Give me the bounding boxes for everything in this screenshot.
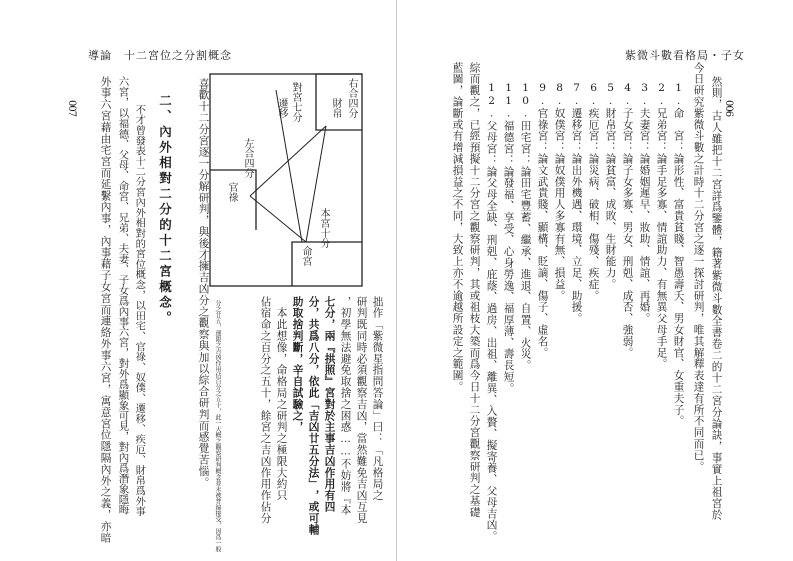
right-page [397, 0, 793, 561]
left-col-12: 六宮，以福德、父母、命宮、兄弟、夫妻、子女爲內事六宮，對外爲顯象可見，對內爲潛象隱晦 [116, 76, 129, 515]
right-col-13: 11.福德宮：論發福、享受、心身勞逸、福厚薄、壽長短。 [502, 82, 515, 394]
right-col-9: 7.遷移宮：論出外機遇、環境、立足、助援。 [570, 82, 583, 325]
left-col-11: 不才曾發表十二分宮內外相對的宮位概念，以田宅、官祿、奴僕、遷移、疾厄、財帛爲外事 [133, 94, 146, 517]
diagram-label-left-join: 左合四分 [242, 138, 253, 178]
diagram-label-self: 本宮十分 [318, 208, 329, 248]
right-page-header: 紫微斗數看格局・子女 [625, 49, 745, 62]
left-col-10: 喜歡十二分宮逐一分解研判，與後才擁吉凶分之觀察與加以綜合研判而感覺苦惱。 [197, 78, 210, 489]
left-col-9: 分之廿五，運限之吉凶作用佔百分之五十，此一大概之觀察研判概念並未被普遍接受，因爲一般 [214, 300, 221, 552]
right-col-12: 10.田宅宮：論田宅豐蓄、繼承、進退、自置、火災。 [519, 82, 532, 372]
left-page-number: 007 [66, 100, 77, 117]
diagram-label-right-join: 右合四分 [346, 78, 357, 118]
diagram-label-career: 官祿 [226, 182, 237, 202]
left-col-8: 佔宿命之百分之五十，餘宮之吉凶作用作佔分 [259, 296, 272, 524]
right-col-15: 綜而觀之，已經預擬十二分宮之觀察研判，其或祖枝大築而爲今日十二分宮觀察研判之基礎 [468, 62, 481, 518]
left-col-4: 七分，兩『拱照』宮對於主事吉凶作用有四 [323, 296, 336, 513]
right-col-14: 12.父母宮：論父母全缺、刑剋、庇蔭、過房、出祖、離異、入贅、擬寄養、父母吉凶。 [485, 82, 498, 543]
right-col-2: 今日研究紫微斗數之計時十二分宮之逐一探討研判，唯其解釋表達有所不同而已。 [692, 62, 705, 473]
left-col-1: 拙作「紫微星指問答論」曰：「凡格局之 [371, 296, 384, 502]
section-heading: 二、內外相對二分的十二宮概念。 [157, 94, 173, 327]
left-col-2: 研判既同時必須觀察吉凶，當然難免吉凶互見 [355, 296, 368, 524]
left-page [0, 0, 396, 561]
right-col-16: 藍圖，論斷或有增減損益之不同，大致上亦不逾越所設定之範圍。 [451, 62, 464, 393]
right-col-7: 5.財帛宮：論貧富、成敗、生財能力。 [604, 82, 617, 290]
right-col-1: 然則，古人雖把十二宮詳爲鑒體，籍著紫微斗數全書卷二的十二宮分論訣，事實上祖宮於 [710, 76, 723, 521]
left-col-6: 助取捨判斷，辛自試驗之， [291, 296, 304, 433]
diagram-label-travel: 遷移 [276, 98, 287, 118]
palace-diagram [206, 70, 366, 292]
diagram-label-life: 命宮 [300, 246, 311, 266]
diagram-label-wealth: 財帛 [330, 98, 341, 118]
left-page-header: 導論 十二宮位之分割概念 [88, 49, 232, 62]
left-col-13: 外事六宮藉由宅宮而延繫內事，內事藉子女宮而連絡外事六宮，寓意宮位隱隔內外之義，亦暗 [99, 76, 112, 544]
right-col-11: 9.官祿宮：論文武貴賤、顯構、貶謫、傷子、虛名。 [536, 82, 549, 359]
left-col-3: ，初學無法避免取捨之困惑……不妨將『本 [339, 296, 352, 516]
diagram-label-opposite: 對宮七分 [290, 82, 301, 122]
left-col-5: 分，共爲八分，依此「吉凶廿五分法」，或可輔 [307, 296, 320, 536]
right-col-10: 8.奴僕宮：論奴僕用人多寡有無、損益。 [553, 82, 566, 302]
right-col-5: 3.夫妻宮：論婚姻遲早、妝助、情誼、再婚。 [638, 82, 651, 325]
right-page-number: 006 [723, 100, 734, 117]
right-col-4: 2.兄弟宮：論手足多寡、情誼助力、有無異父母手足。 [655, 82, 668, 370]
right-col-3: 1.命 宮：論形性、富貴貧賤、智愚壽夭、男女財官、女重夫子。 [672, 82, 685, 427]
right-col-6: 4.子女宮：論子女多寡、男女、刑剋、成否、強弱。 [621, 82, 634, 359]
right-col-8: 6.疾厄宮：論災病、破相、傷殘、疾症。 [587, 82, 600, 302]
left-col-7: 本此想像，命格局之研判之極限大約只 [275, 296, 288, 502]
